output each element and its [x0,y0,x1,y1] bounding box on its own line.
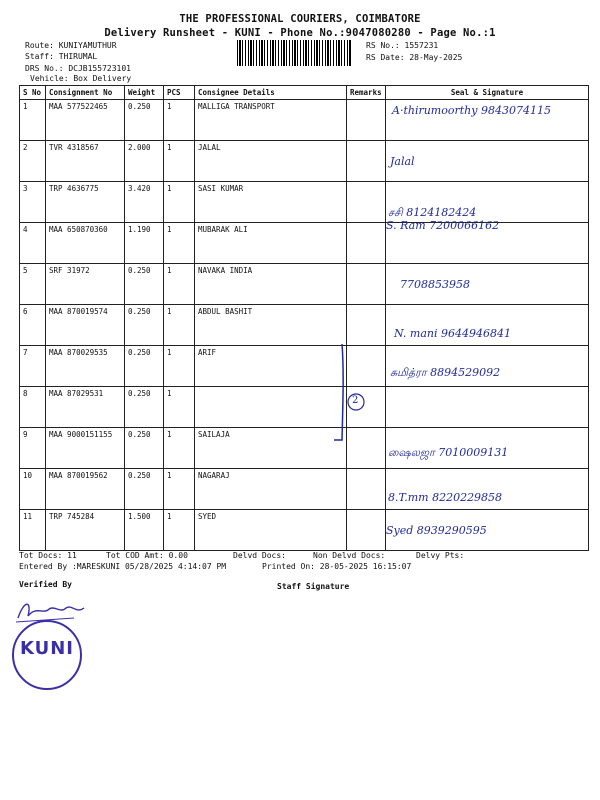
barcode [237,40,352,66]
cell-weight: 3.420 [125,182,164,223]
table-row [20,346,589,387]
verified-by-label: Verified By [19,580,72,589]
cell-pcs: 1 [164,141,195,182]
drs-number: DRS No.: DCJB155723101 [25,64,131,73]
cell-weight: 0.250 [125,305,164,346]
cell-consignee: SAILAJA [195,428,347,469]
col-header-remarks: Remarks [347,86,386,100]
cell-weight: 0.250 [125,264,164,305]
handwritten-signature: Syed 8939290595 [386,524,487,537]
handwritten-signature: சசி 8124182424 [388,206,477,219]
entered-by: Entered By :MARESKUNI 05/28/2025 4:14:07 PM [19,562,227,571]
cell-remarks [347,264,386,305]
table-row [20,182,589,223]
cell-signature [386,428,589,469]
cell-consignment-no: TRP 745284 [46,510,125,551]
cell-signature [386,305,589,346]
cell-consignee: SASI KUMAR [195,182,347,223]
cell-consignment-no: MAA 87029531 [46,387,125,428]
handwritten-signature: 8.T.mm 8220229858 [388,491,503,504]
cell-sno: 6 [20,305,46,346]
col-header-weight: Weight [125,86,164,100]
cell-pcs: 1 [164,264,195,305]
cell-consignee: JALAL [195,141,347,182]
cell-consignment-no: MAA 870019562 [46,469,125,510]
handwritten-signature: A·thirumoorthy 9843074115 [392,104,551,117]
cell-remarks [347,510,386,551]
table-row [20,428,589,469]
cell-signature [386,387,589,428]
cell-consignee: ARIF [195,346,347,387]
staff-label: Staff: THIRUMAL [25,52,98,61]
delivered-docs: Delvd Docs: [233,551,286,560]
cell-pcs: 1 [164,387,195,428]
col-header-consignee: Consignee Details [195,86,347,100]
cell-sno: 5 [20,264,46,305]
cell-consignment-no: TVR 4318567 [46,141,125,182]
handwritten-signature: Jalal [390,155,415,168]
route-label: Route: KUNIYAMUTHUR [25,41,117,50]
table-row [20,141,589,182]
col-header-pcs: PCS [164,86,195,100]
cell-remarks [347,223,386,264]
staff-signature-label: Staff Signature [277,582,350,591]
col-header-consignment: Consignment No [46,86,125,100]
table-row [20,100,589,141]
cell-consignment-no: TRP 4636775 [46,182,125,223]
col-header-sno: S No [20,86,46,100]
cell-weight: 0.250 [125,346,164,387]
cell-weight: 0.250 [125,469,164,510]
table-row [20,510,589,551]
cell-pcs: 1 [164,182,195,223]
cell-consignee: NAGARAJ [195,469,347,510]
cell-signature [386,100,589,141]
cell-weight: 2.000 [125,141,164,182]
rs-number: RS No.: 1557231 [366,41,439,50]
cell-pcs: 1 [164,428,195,469]
cell-signature [386,141,589,182]
company-title: THE PROFESSIONAL COURIERS, COIMBATORE [179,13,421,25]
total-cod-amount: Tot COD Amt: 0.00 [106,551,188,560]
cell-sno: 11 [20,510,46,551]
cell-sno: 7 [20,346,46,387]
cell-pcs: 1 [164,469,195,510]
cell-signature [386,264,589,305]
cell-consignee: ABDUL BASHIT [195,305,347,346]
cell-consignee: MALLIGA TRANSPORT [195,100,347,141]
handwritten-signature: N. mani 9644946841 [394,327,511,340]
cell-remarks [347,100,386,141]
cell-signature [386,346,589,387]
table-header-row [20,86,589,100]
cell-remarks [347,141,386,182]
table-row [20,387,589,428]
cell-sno: 1 [20,100,46,141]
handwritten-signature: ஷைலஜா 7010009131 [388,446,509,459]
cell-weight: 1.190 [125,223,164,264]
handwritten-signature: S. Ram 7200066162 [386,219,500,232]
cell-pcs: 1 [164,100,195,141]
runsheet-table [19,85,589,551]
total-docs: Tot Docs: 11 [19,551,77,560]
stamp-text: KUNI [19,638,74,659]
cell-consignee: NAVAKA INDIA [195,264,347,305]
cell-weight: 0.250 [125,100,164,141]
cell-consignment-no: SRF 31972 [46,264,125,305]
cell-consignee [195,387,347,428]
cell-consignee: SYED [195,510,347,551]
cell-weight: 1.500 [125,510,164,551]
cell-pcs: 1 [164,346,195,387]
table-row [20,469,589,510]
non-delivered-docs: Non Delvd Docs: [313,551,386,560]
table-row [20,264,589,305]
handwritten-signature: சுமித்ரா 8894529092 [390,366,501,379]
cell-sno: 10 [20,469,46,510]
table-row [20,305,589,346]
cell-pcs: 1 [164,305,195,346]
vehicle-label: Vehicle: Box Delivery [30,74,132,83]
circled-mark-number: 2 [352,395,359,406]
cell-weight: 0.250 [125,387,164,428]
cell-consignment-no: MAA 577522465 [46,100,125,141]
cell-signature [386,219,589,264]
cell-signature [386,469,589,510]
cell-remarks [347,469,386,510]
cell-consignment-no: MAA 870019574 [46,305,125,346]
cell-remarks [347,182,386,223]
rs-date: RS Date: 28-May-2025 [366,53,463,62]
runsheet-subtitle: Delivery Runsheet - KUNI - Phone No.:9047080280 - Page No.:1 [104,27,496,39]
cell-signature [386,510,589,551]
cell-consignment-no: MAA 650870360 [46,223,125,264]
printed-on: Printed On: 28-05-2025 16:15:07 [262,562,412,571]
cell-consignment-no: MAA 9000151155 [46,428,125,469]
cell-pcs: 1 [164,510,195,551]
cell-signature [386,182,589,223]
cell-pcs: 1 [164,223,195,264]
cell-sno: 2 [20,141,46,182]
cell-weight: 0.250 [125,428,164,469]
delivery-points: Delvy Pts: [416,551,465,560]
cell-consignee: MUBARAK ALI [195,223,347,264]
table-row [20,223,589,264]
cell-sno: 8 [20,387,46,428]
col-header-signature: Seal & Signature [386,86,589,100]
cell-sno: 3 [20,182,46,223]
cell-consignment-no: MAA 870029535 [46,346,125,387]
cell-sno: 9 [20,428,46,469]
handwritten-signature: 7708853958 [400,278,470,291]
cell-sno: 4 [20,223,46,264]
